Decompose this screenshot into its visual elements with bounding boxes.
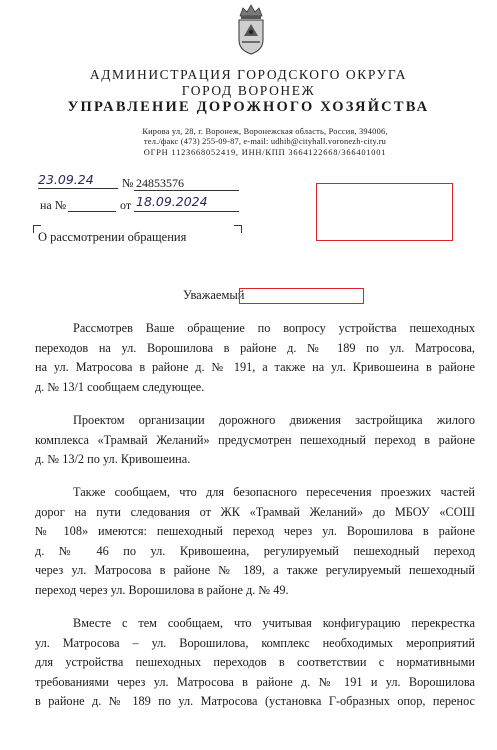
greeting: Уважаемый: [183, 288, 245, 302]
from-underline: [134, 211, 239, 212]
text-line: д. № 46 по ул. Кривошеина, регулируемый пешеходный переход: [35, 543, 475, 558]
outgoing-date: 23.09.24: [38, 172, 94, 187]
text-line: д. № 13/1 сообщаем следующее.: [35, 379, 205, 394]
header-org-line1: АДМИНИСТРАЦИЯ ГОРОДСКОГО ОКРУГА: [89, 67, 408, 82]
reference-label: на №: [40, 198, 67, 212]
text-line: Вместе с тем сообщаем, что учитывая конфигурацию перекрестка: [73, 616, 475, 630]
reference-date: 18.09.2024: [136, 194, 208, 209]
body-paragraph-1: [35, 319, 475, 397]
text-line: требованиями через ул. Матросова в районе д. № 191 и ул. Ворошилова: [35, 674, 475, 689]
text-line: № 108» имеются: пешеходный переход через ул. Ворошилова в районе: [35, 524, 475, 539]
header-address: Кирова ул, 28, г. Воронеж, Воронежская область, Россия, 394006,: [142, 127, 388, 136]
outgoing-number: 24853576: [136, 176, 184, 190]
header-ogrn: ОГРН 1123668052419, ИНН/КПП 3664122668/366401001: [143, 148, 387, 157]
body-paragraph-2: [35, 411, 475, 470]
body-paragraph-3: [35, 483, 475, 601]
text-line: д. № 13/2 по ул. Кривошеина.: [35, 452, 191, 467]
header-org-line2: ГОРОД ВОРОНЕЖ: [181, 83, 316, 98]
date-underline: [38, 188, 118, 189]
addressee-redaction-box: [316, 183, 453, 241]
subject-corner-right: [234, 225, 242, 233]
text-line: в районе д. № 189 по ул. Матросова (установка Г-образных опор, перенос: [35, 694, 475, 709]
reference-underline: [68, 211, 116, 212]
body-paragraph-4: [35, 614, 475, 712]
text-line: переходов на ул. Ворошилова в районе д. № 189 по ул. Матросова,: [35, 340, 475, 355]
text-line: через ул. Матросова в районе № 189, а также регулируемый пешеходный: [35, 563, 475, 578]
header-department: УПРАВЛЕНИЕ ДОРОЖНОГО ХОЗЯЙСТВА: [67, 99, 430, 115]
text-line: Рассмотрев Ваше обращение по вопросу устройства пешеходных: [73, 321, 475, 335]
text-line: дорог на пути следования от ЖК «Трамвай Желаний» до МБОУ «СОШ: [35, 504, 475, 519]
text-line: Также сообщаем, что для безопасного пересечения проезжих частей: [73, 485, 475, 499]
text-line: на ул. Матросова в районе д. № 191, а также на ул. Кривошеина в районе: [35, 360, 475, 375]
number-label: №: [122, 176, 134, 190]
text-line: комплекса «Трамвай Желаний» предусмотрен пешеходный переход в районе: [35, 432, 475, 447]
voronezh-coat-of-arms-icon: [236, 2, 266, 56]
from-label: от: [120, 198, 132, 212]
text-line: Проектом организации дорожного движения застройщика жилого: [73, 413, 475, 427]
subject-line: О рассмотрении обращения: [38, 230, 187, 244]
text-line: для устройства пешеходных переходов в соответствии с нормативными: [35, 655, 475, 670]
header-contacts: тел./факс (473) 255-09-87, e-mail: udhib@cityhall.voronezh-city.ru: [143, 137, 387, 146]
number-underline: [134, 190, 239, 191]
text-line: переход через ул. Ворошилова в районе д. № 49.: [35, 582, 289, 597]
text-line: ул. Матросова – ул. Ворошилова, комплекс необходимых мероприятий: [35, 635, 475, 650]
greeting-name-redaction: [239, 288, 364, 304]
